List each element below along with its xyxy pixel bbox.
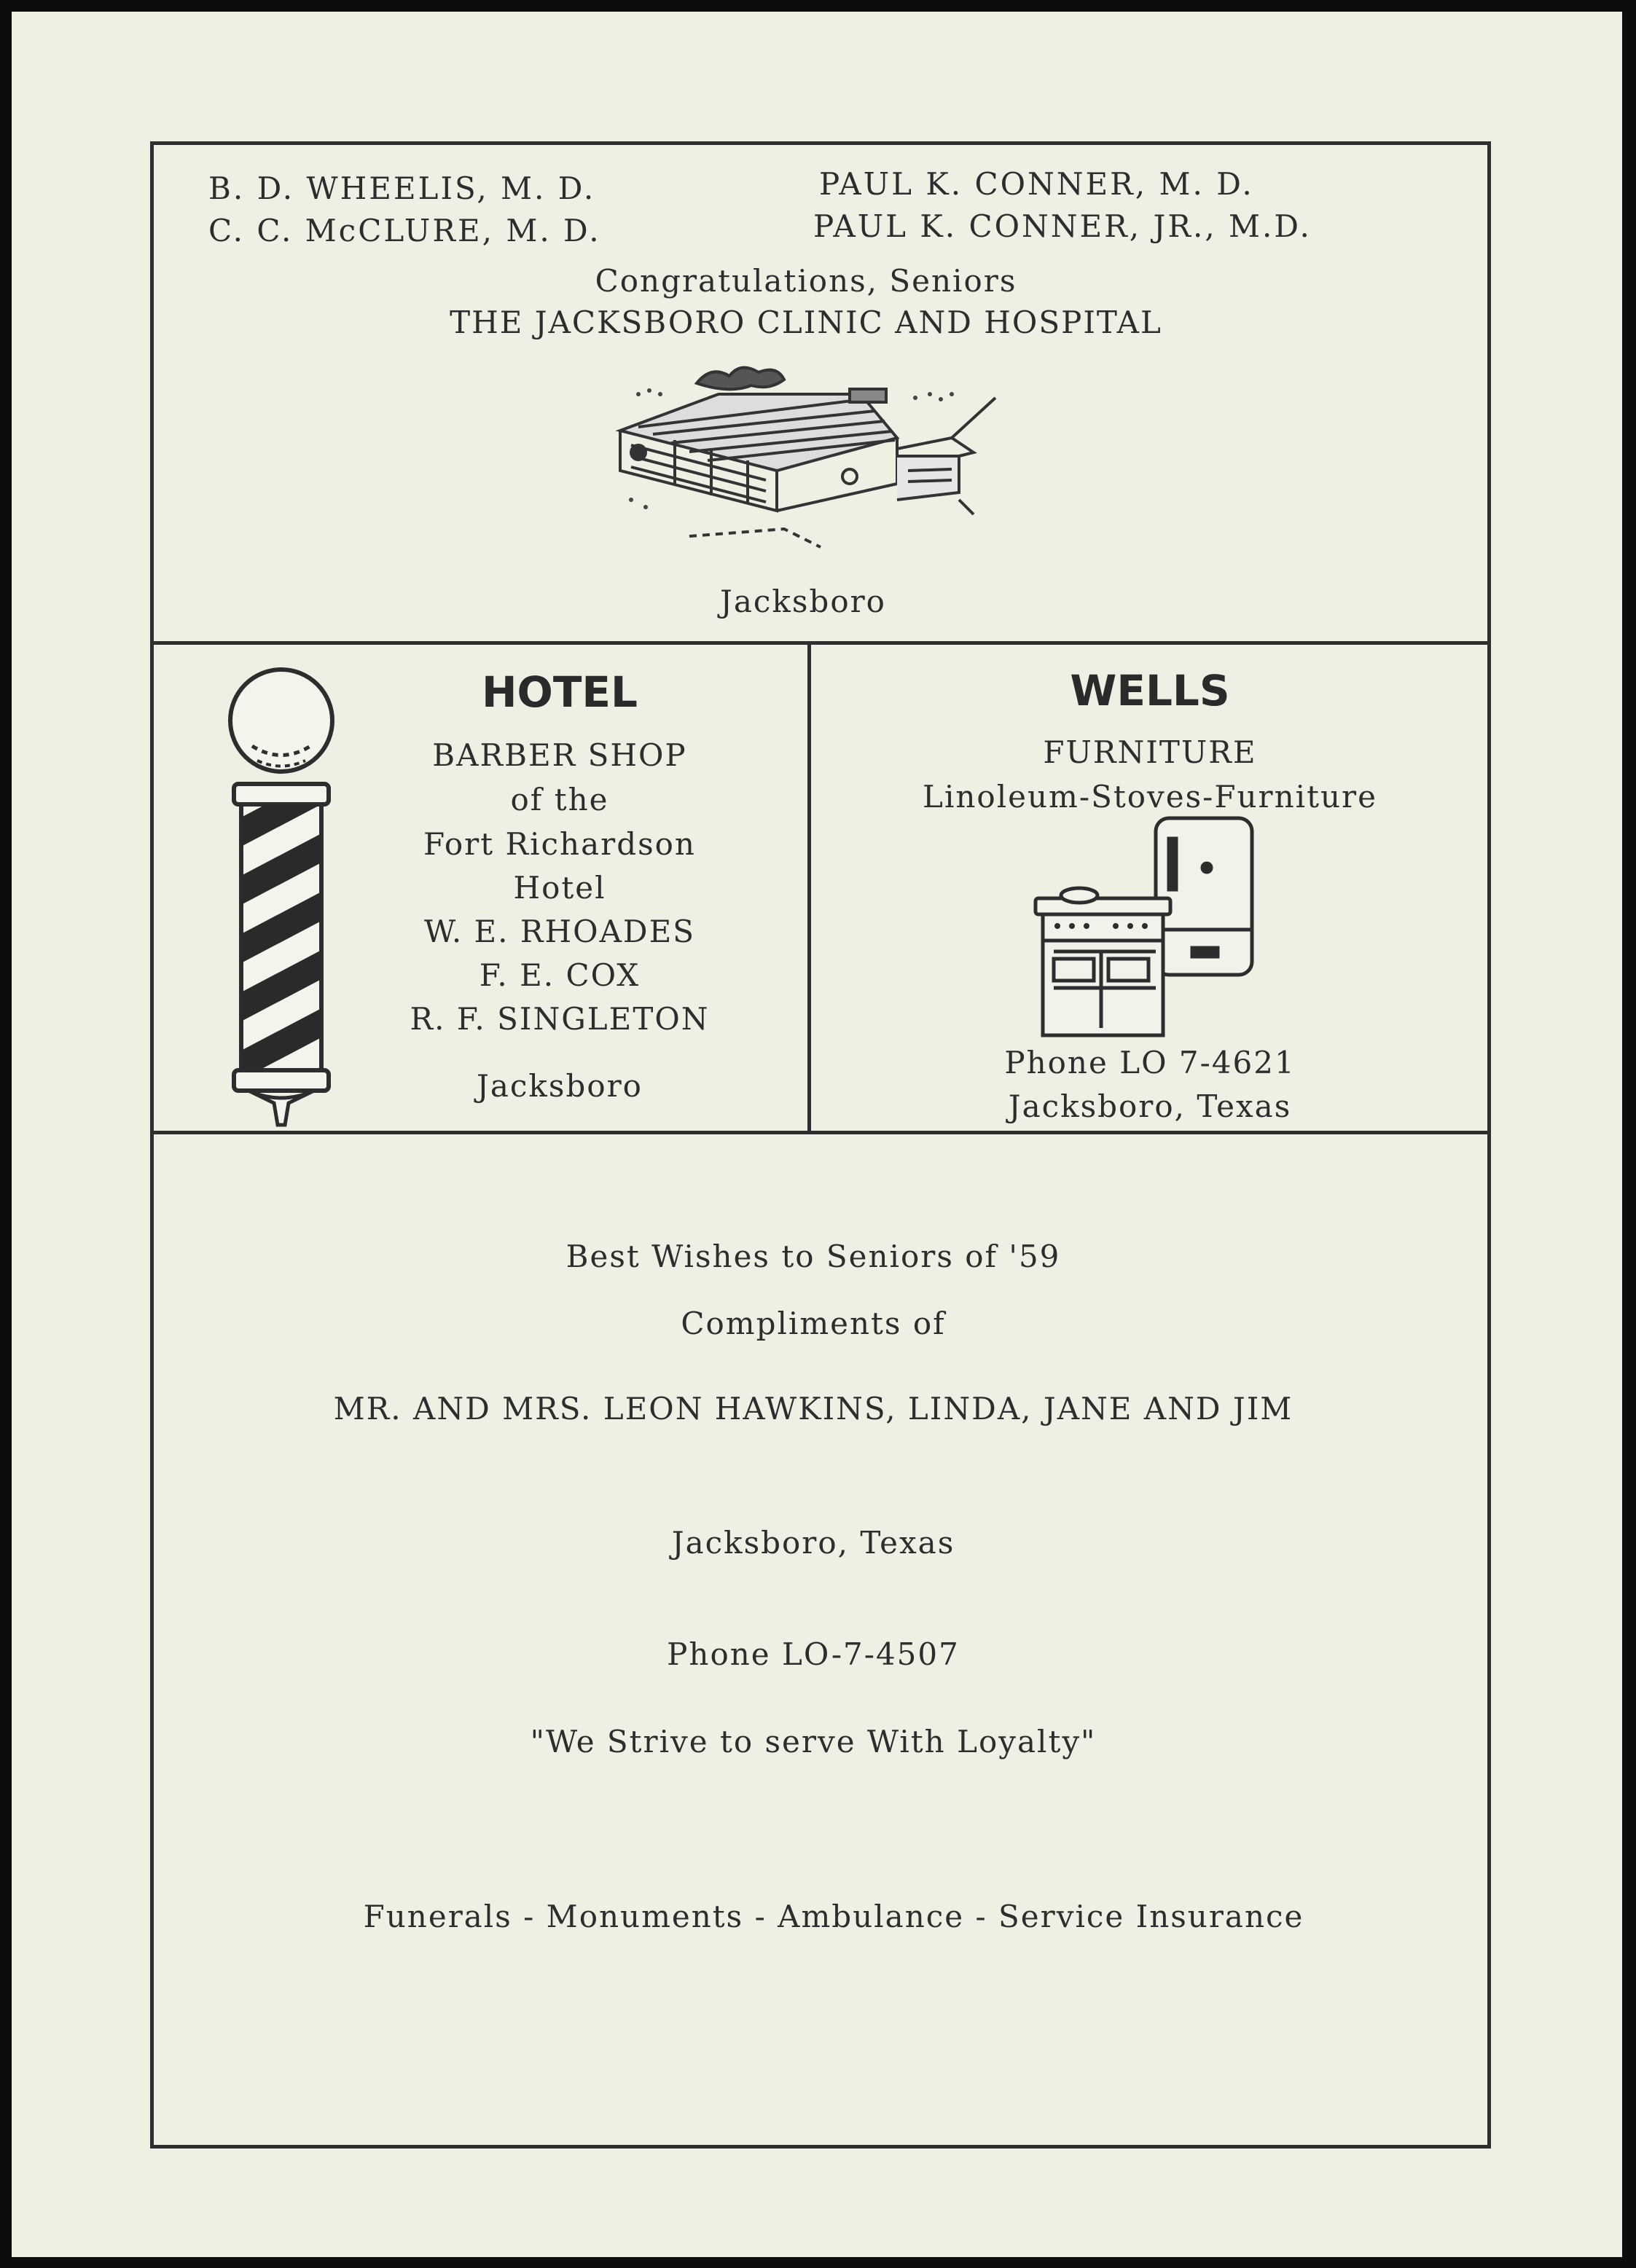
stove-refrigerator-icon [1028, 809, 1269, 1046]
wells-city: Jacksboro, Texas [1008, 1088, 1292, 1124]
doctor-conner-jr: PAUL K. CONNER, JR., M.D. [813, 208, 1312, 244]
hawkins-wishes: Best Wishes to Seniors of '59 [565, 1239, 1061, 1274]
hawkins-slogan: "We Strive to serve With Loyalty" [530, 1724, 1097, 1759]
barber-line-6: F. E. COX [479, 957, 641, 993]
doctor-wheelis: B. D. WHEELIS, M. D. [208, 170, 596, 206]
yearbook-page [12, 12, 1622, 2257]
barber-heading: HOTEL [482, 667, 638, 717]
clinic-greeting: Congratulations, Seniors [595, 263, 1017, 299]
barber-line-7: R. F. SINGLETON [410, 1001, 710, 1037]
hawkins-compliments: Compliments of [681, 1306, 946, 1341]
divider-middle [150, 1131, 1491, 1134]
wells-heading: WELLS [1070, 666, 1230, 715]
barber-line-5: W. E. RHOADES [423, 914, 696, 949]
barber-pole-icon [212, 659, 358, 1129]
barber-line-1: BARBER SHOP [432, 737, 687, 773]
clinic-name: THE JACKSBORO CLINIC AND HOSPITAL [450, 305, 1162, 340]
barber-city: Jacksboro [477, 1068, 643, 1104]
wells-phone: Phone LO 7-4621 [1004, 1045, 1296, 1080]
barber-line-3: Fort Richardson [423, 826, 696, 862]
hawkins-family-names: MR. AND MRS. LEON HAWKINS, LINDA, JANE AND JIM [333, 1391, 1293, 1427]
clinic-city: Jacksboro [720, 584, 886, 619]
divider-top [150, 641, 1491, 645]
hawkins-services: Funerals - Monuments - Ambulance - Service Insurance [363, 1899, 1304, 1934]
wells-products: Linoleum-Stoves-Furniture [923, 779, 1377, 815]
barber-line-2: of the [510, 782, 609, 817]
doctor-mcclure: C. C. McCLURE, M. D. [208, 213, 601, 248]
divider-vertical [807, 641, 811, 1134]
hawkins-phone: Phone LO-7-4507 [667, 1636, 960, 1672]
barber-line-4: Hotel [513, 870, 606, 906]
doctor-conner: PAUL K. CONNER, M. D. [819, 166, 1254, 202]
hospital-building-icon [609, 354, 1017, 576]
wells-subheading: FURNITURE [1043, 734, 1257, 770]
hawkins-city: Jacksboro, Texas [671, 1525, 955, 1561]
